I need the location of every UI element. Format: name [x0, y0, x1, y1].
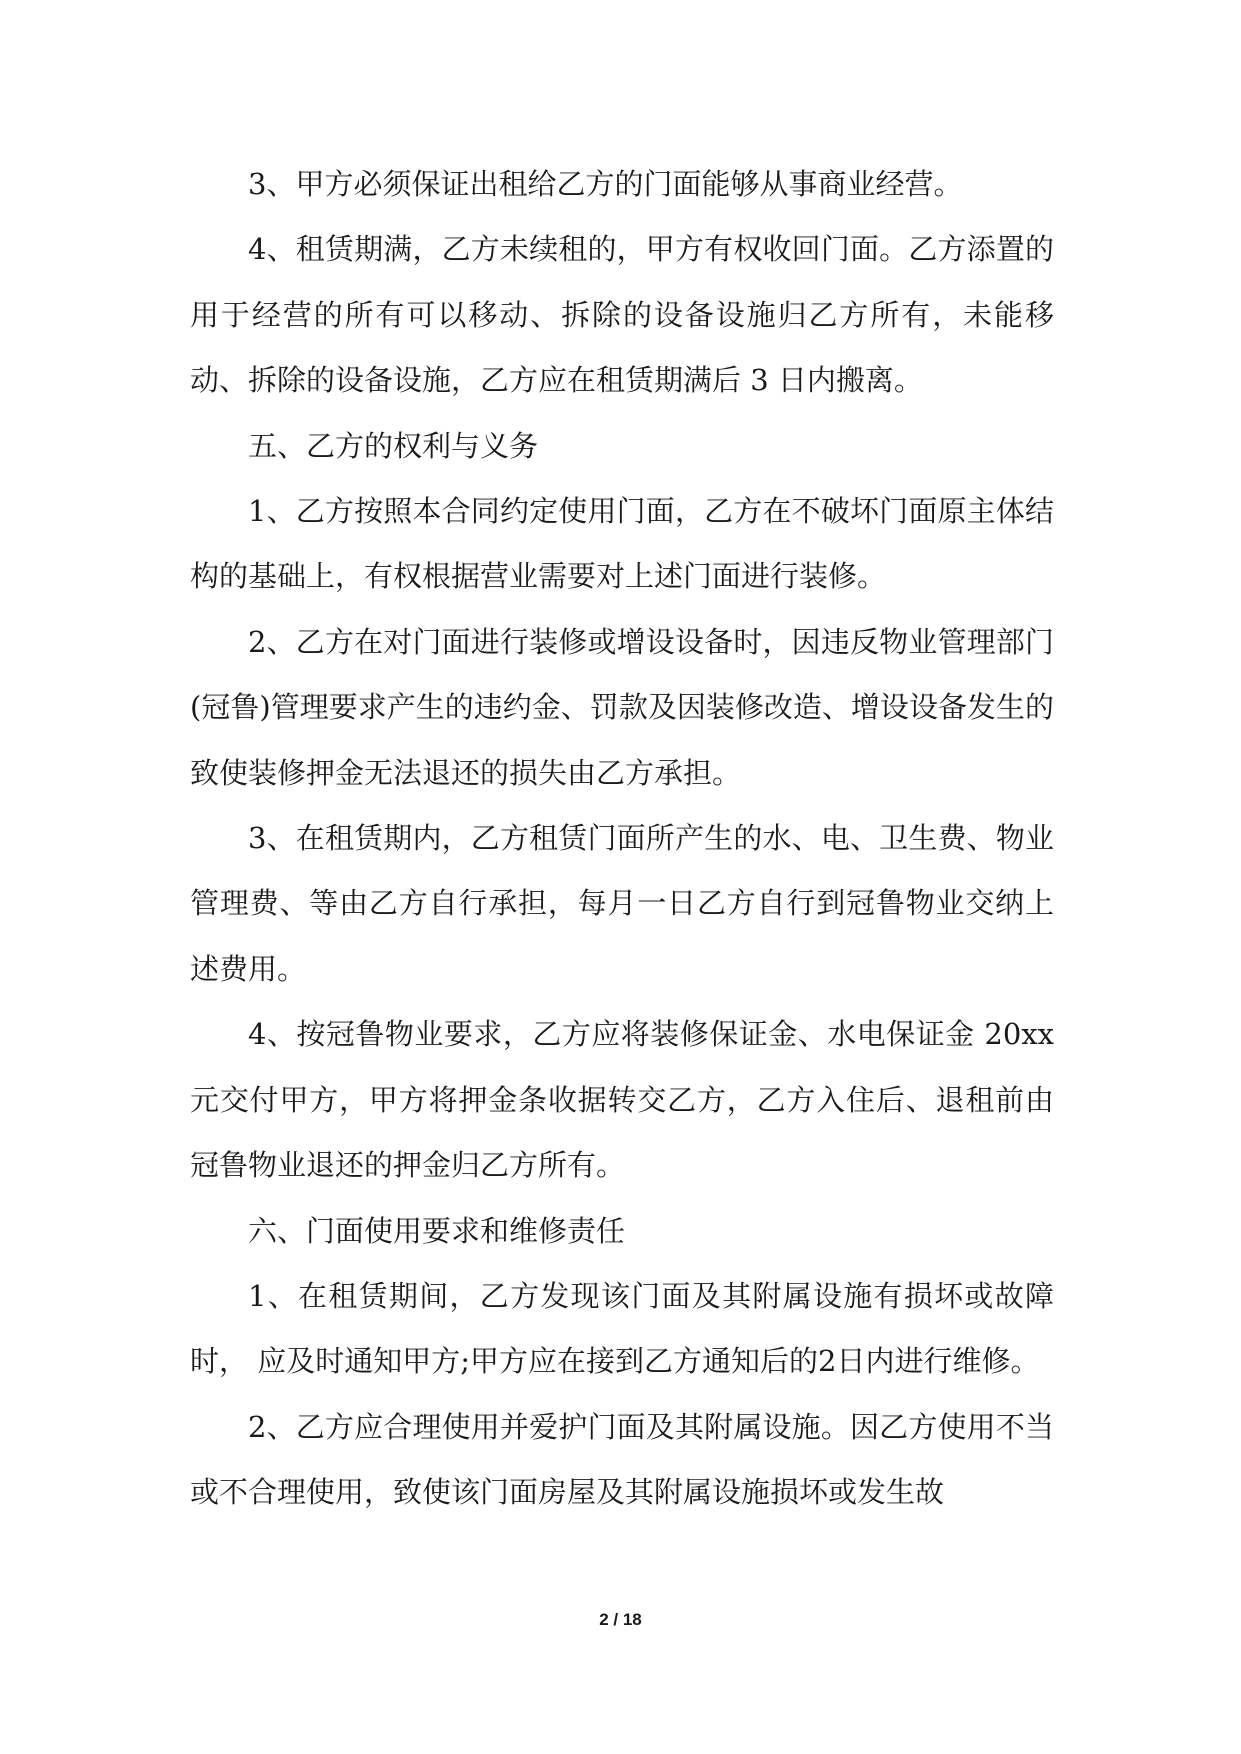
section-heading-usage-maintenance: 六、门面使用要求和维修责任	[248, 1213, 626, 1248]
section-heading-tenant-rights: 五、乙方的权利与义务	[248, 428, 539, 463]
paragraph-maintenance-clause-1: 1、在租赁期间，乙方发现该门面及其附属设施有损坏或故障时， 应及时通知甲方;甲方应在接到乙方通知后的2日内进行维修。	[190, 1278, 1054, 1379]
paragraph-landlord-clause-3: 3、甲方必须保证出租给乙方的门面能够从事商业经营。	[248, 167, 963, 201]
paragraph-tenant-clause-2: 2、乙方在对门面进行装修或增设设备时，因违反物业管理部门(冠鲁)管理要求产生的违约金、罚款及因装修改造、增设设备发生的致使装修押金无法退还的损失由乙方承担。	[190, 624, 1054, 790]
document-body	[190, 152, 1054, 1526]
paragraph-tenant-clause-4: 4、按冠鲁物业要求，乙方应将装修保证金、水电保证金 20xx元交付甲方，甲方将押金条收据转交乙方，乙方入住后、退租前由冠鲁物业退还的押金归乙方所有。	[190, 1017, 1054, 1183]
paragraph-tenant-clause-3: 3、在租赁期内，乙方租赁门面所产生的水、电、卫生费、物业管理费、等由乙方自行承担，每月一日乙方自行到冠鲁物业交纳上述费用。	[190, 821, 1054, 986]
page-number: 2 / 18	[599, 1610, 642, 1629]
paragraph-tenant-clause-1: 1、乙方按照本合同约定使用门面，乙方在不破坏门面原主体结构的基础上，有权根据营业需要对上述门面进行装修。	[190, 494, 1054, 594]
paragraph-maintenance-clause-2: 2、乙方应合理使用并爱护门面及其附属设施。因乙方使用不当或不合理使用，致使该门面房屋及其附属设施损坏或发生故	[190, 1409, 1054, 1510]
paragraph-landlord-clause-4: 4、租赁期满，乙方未续租的，甲方有权收回门面。乙方添置的用于经营的所有可以移动、拆除的设备设施归乙方所有，未能移动、拆除的设备设施，乙方应在租赁期满后 3 日内搬离。	[190, 232, 1054, 398]
